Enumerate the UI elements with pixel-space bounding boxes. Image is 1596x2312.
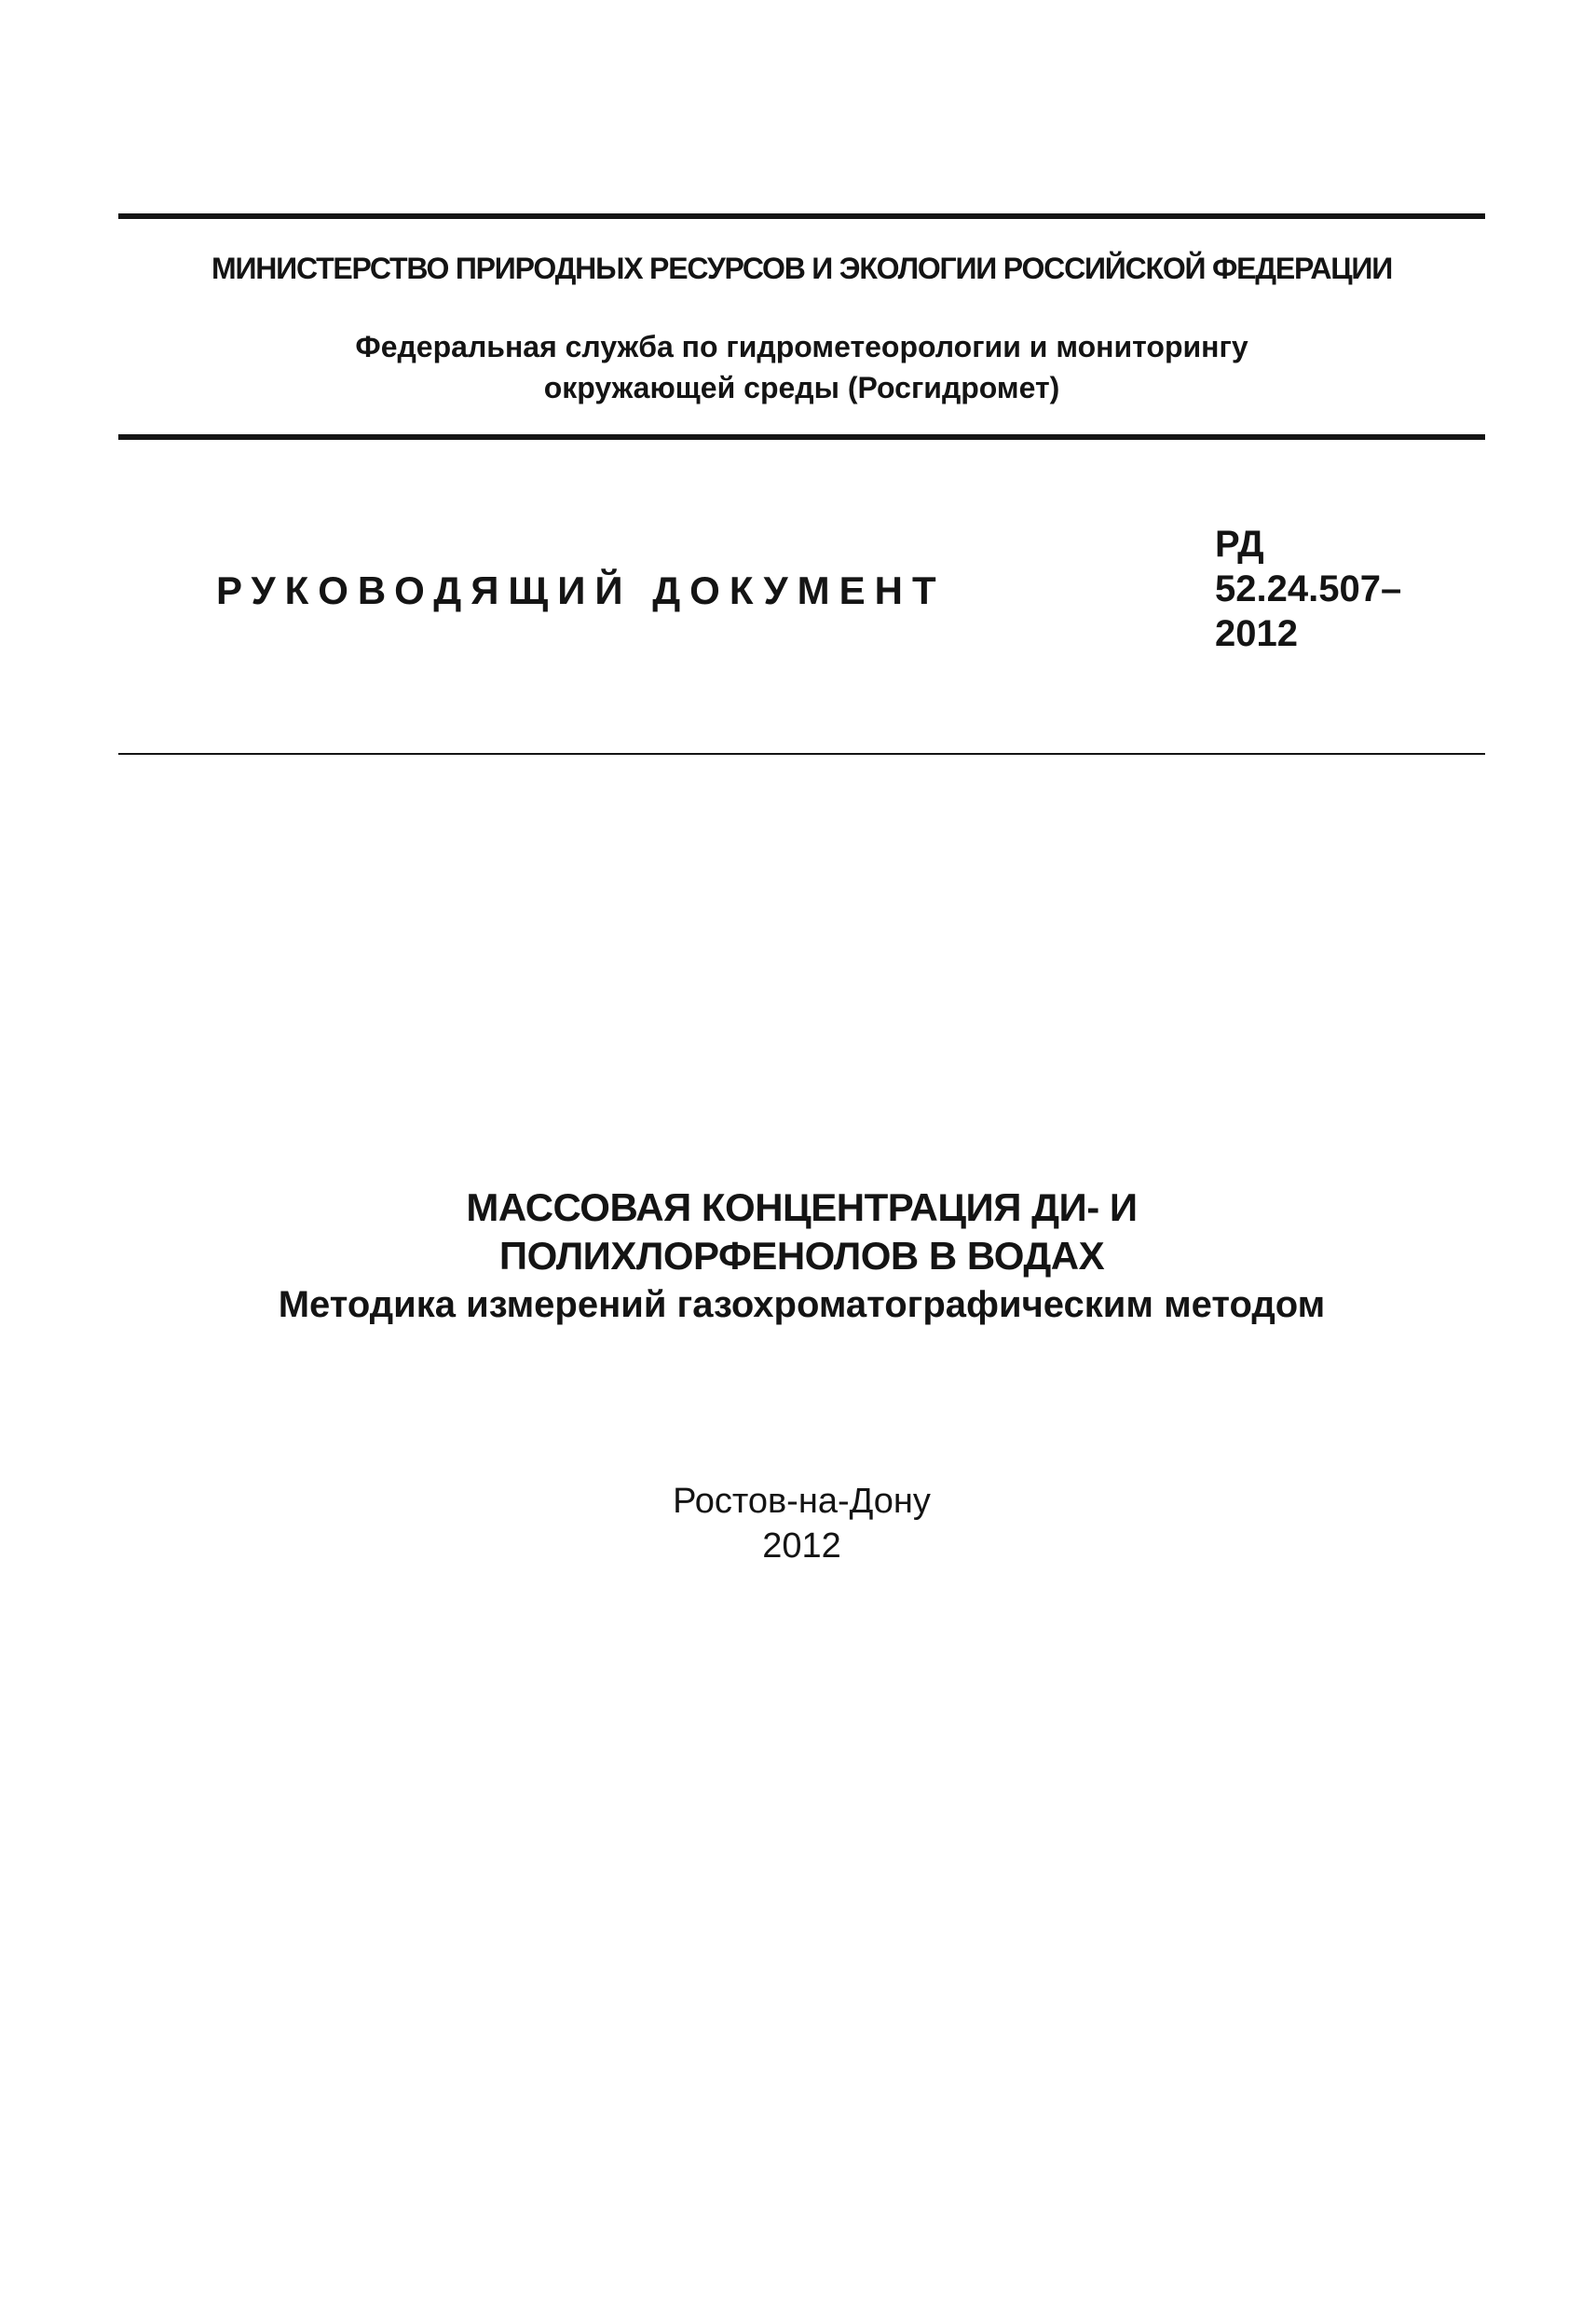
top-rule bbox=[118, 213, 1485, 219]
document-number-code: 52.24.507– bbox=[1215, 568, 1402, 609]
document-number-prefix: РД bbox=[1215, 524, 1264, 565]
document-number-year: 2012 bbox=[1215, 613, 1298, 654]
title-line-2: ПОЛИХЛОРФЕНОЛОВ В ВОДАХ bbox=[498, 1234, 1105, 1278]
service-name-line-1: Федеральная служба по гидрометеорологии и мониторингу bbox=[355, 330, 1248, 363]
document-number bbox=[1215, 522, 1401, 656]
service-name-line-2: окружающей среды (Росгидромет) bbox=[543, 371, 1060, 404]
title-subtitle: Методика измерений газохроматографическим методом bbox=[278, 1284, 1326, 1325]
service-name bbox=[118, 326, 1485, 408]
imprint-city: Ростов-на-Дону bbox=[673, 1482, 931, 1521]
imprint bbox=[118, 1479, 1485, 1568]
imprint-year: 2012 bbox=[762, 1526, 841, 1566]
title-line-1: МАССОВАЯ КОНЦЕНТРАЦИЯ ДИ- И bbox=[466, 1185, 1138, 1229]
header-divider bbox=[118, 434, 1485, 440]
ministry-name: МИНИСТЕРСТВО ПРИРОДНЫХ РЕСУРСОВ И ЭКОЛОГИИ РОССИЙСКОЙ ФЕДЕРАЦИИ bbox=[211, 252, 1393, 285]
document-divider bbox=[118, 753, 1485, 755]
document-type: РУКОВОДЯЩИЙ ДОКУМЕНТ bbox=[216, 568, 946, 612]
document-title bbox=[118, 1183, 1485, 1329]
